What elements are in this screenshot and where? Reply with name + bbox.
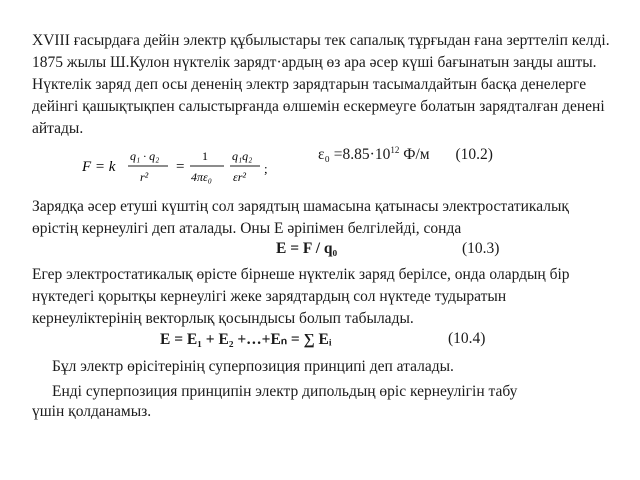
paragraph-principle-name: Бұл электр өрісітерінің суперпозиция принципі деп аталады.: [52, 358, 454, 375]
formula-num2: 1: [202, 149, 208, 163]
equation-10-3: E = F / q₀: [276, 240, 338, 257]
coulomb-formula: [82, 142, 282, 188]
coulomb-formula-row: [0, 142, 640, 190]
formula-lhs: F = k: [82, 159, 116, 175]
paragraph-superposition: Егер электростатикалық өрісте бірнеше нүктелік заряд берілсе, онда олардың бір нүктедегі қорытқы кернеулігі жеке зарядтардың сол нүктеде тудыратын кернеуліктерінің векторлық қосындысы болып табылады.: [32, 266, 570, 327]
formula-eq: =: [176, 159, 185, 175]
formula-tail: ;: [264, 161, 268, 176]
paragraph-dipole-line1: Енді суперпозиция принципін электр дипольдың өріс кернеулігін табу: [52, 383, 518, 400]
paragraph-coulomb-intro: XVIII ғасырдаға дейін электр құбылыстары тек сапалық тұрғыдан ғана зерттеліп келді. 1875 жылы Ш.Кулон нүктелік зарядт·ардың өз ара әсер күші бағынатын заңды ашты. Нүктелік заряд деп осы дененің электр зарядтарын тасымалдайтын басқа денелерге дейінгі қашықтықпен салыстырғанда өлшемін ескермеугe болатын зарядталған денені айтады.: [32, 32, 610, 137]
epsilon-constant: [318, 145, 493, 164]
equation-number-10-4: (10.4): [448, 330, 486, 347]
formula-den3: εr²: [233, 170, 246, 184]
formula-num3: q₁q₂: [232, 149, 253, 163]
equation-number-10-2: (10.2): [455, 146, 493, 164]
equation-10-4: E = E₁ + E₂ +…+Eₙ = ∑ Eᵢ: [160, 331, 332, 348]
equation-number-10-3: (10.3): [462, 240, 500, 257]
formula-num1: q₁ · q₂: [130, 149, 160, 163]
paragraph-field-strength: Зарядқа әсер етуші күштің сол зарядтың шамасына қатынасы электростатикалық өрістің кернеулігі деп аталады. Оны Е әріпімен белгілейді, сонда: [32, 198, 569, 237]
epsilon-unit: Ф/м: [399, 146, 430, 164]
formula-den2: 4πε₀: [191, 170, 212, 184]
formula-den1: r²: [140, 170, 149, 184]
epsilon-exponent: 12: [390, 145, 400, 155]
paragraph-dipole-line2: үшін қолданамыз.: [32, 403, 152, 420]
epsilon-base: ε₀ =8.85·10: [318, 146, 391, 164]
